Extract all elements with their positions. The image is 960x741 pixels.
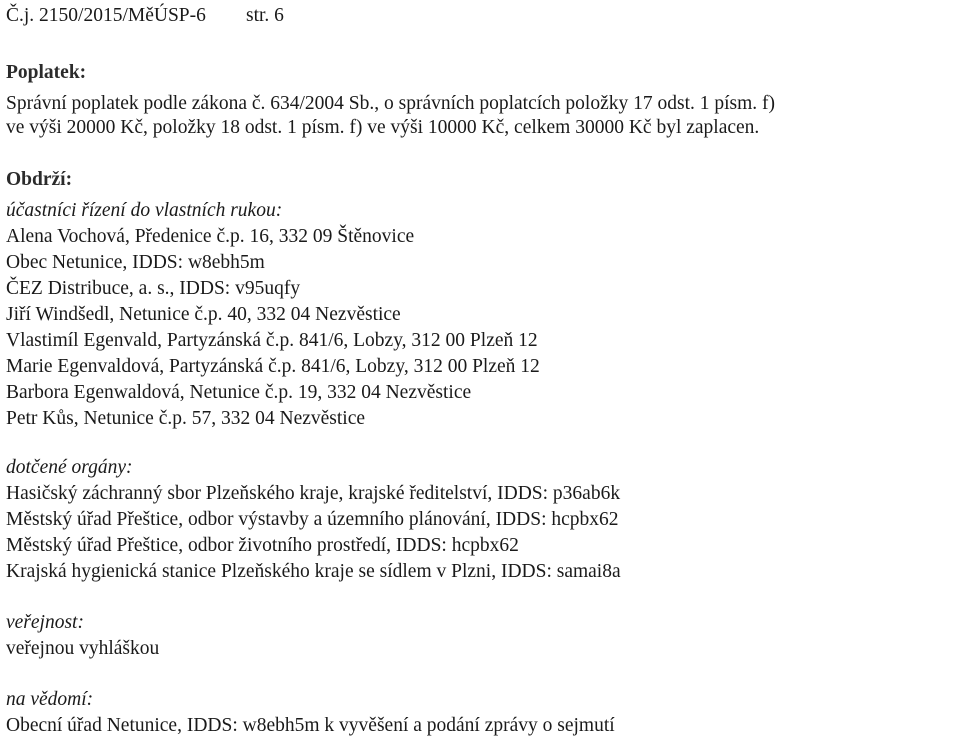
fee-heading: Poplatek: xyxy=(6,62,87,83)
party-item: Marie Egenvaldová, Partyzánská č.p. 841/6, Lobzy, 312 00 Plzeň 12 xyxy=(6,356,540,377)
party-item: Barbora Egenwaldová, Netunice č.p. 19, 332 04 Nezvěstice xyxy=(6,382,472,403)
party-item: Vlastimíl Egenvald, Partyzánská č.p. 841/6, Lobzy, 312 00 Plzeň 12 xyxy=(6,330,538,351)
info-item: Obecní úřad Netunice, IDDS: w8ebh5m k vyvěšení a podání zprávy o sejmutí xyxy=(6,715,615,736)
page-header xyxy=(6,4,284,28)
public-item: veřejnou vyhláškou xyxy=(6,638,160,659)
page-number: str. 6 xyxy=(246,5,284,26)
fee-text-line-2: ve výši 20000 Kč, položky 18 odst. 1 písm. f) ve výši 10000 Kč, celkem 30000 Kč byl zaplacen. xyxy=(6,117,760,138)
parties-label: účastníci řízení do vlastních rukou: xyxy=(6,200,283,221)
info-label: na vědomí: xyxy=(6,689,94,710)
fee-text-line-1: Správní poplatek podle zákona č. 634/2004 Sb., o správních poplatcích položky 17 odst. 1 písm. f) xyxy=(6,93,776,114)
authority-item: Hasičský záchranný sbor Plzeňského kraje, krajské ředitelství, IDDS: p36ab6k xyxy=(6,483,621,504)
public-label: veřejnost: xyxy=(6,612,84,633)
authorities-label: dotčené orgány: xyxy=(6,457,133,478)
party-item: Alena Vochová, Předenice č.p. 16, 332 09 Štěnovice xyxy=(6,226,415,247)
reference-number: Č.j. 2150/2015/MěÚSP-6 xyxy=(6,5,206,26)
party-item: Obec Netunice, IDDS: w8ebh5m xyxy=(6,252,265,273)
authority-item: Městský úřad Přeštice, odbor životního prostředí, IDDS: hcpbx62 xyxy=(6,535,519,556)
authority-item: Krajská hygienická stanice Plzeňského kraje se sídlem v Plzni, IDDS: samai8a xyxy=(6,561,621,582)
recipients-heading: Obdrží: xyxy=(6,169,73,190)
party-item: Jiří Windšedl, Netunice č.p. 40, 332 04 Nezvěstice xyxy=(6,304,401,325)
authority-item: Městský úřad Přeštice, odbor výstavby a územního plánování, IDDS: hcpbx62 xyxy=(6,509,619,530)
party-item: ČEZ Distribuce, a. s., IDDS: v95uqfy xyxy=(6,278,301,299)
party-item: Petr Kůs, Netunice č.p. 57, 332 04 Nezvěstice xyxy=(6,408,366,429)
